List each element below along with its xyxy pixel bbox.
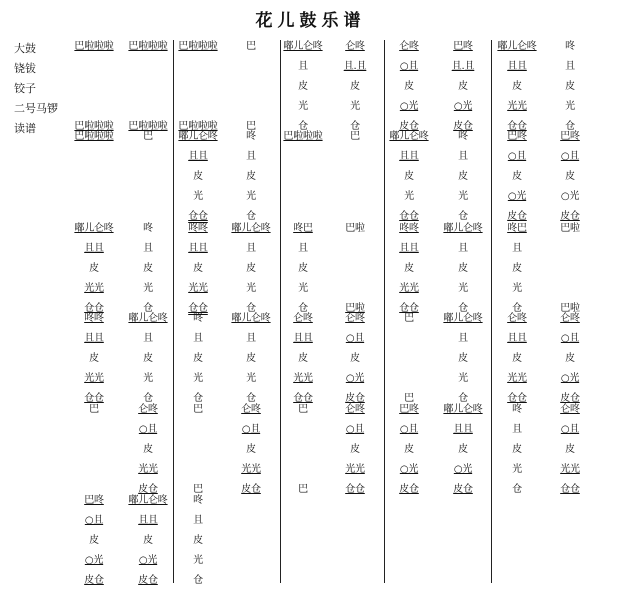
note-cell: 巴啦啦啦 (128, 121, 168, 132)
note-cell: 仓仓 (345, 484, 365, 495)
note-cell: 光 (143, 373, 153, 384)
note-cell: 皮仓 (560, 211, 580, 222)
note-cell: 光 (565, 101, 575, 112)
note-cell: 光光 (138, 464, 158, 475)
note-cell: 且且 (453, 424, 473, 435)
note-cell: 且且 (293, 333, 313, 344)
note-cell: 巴 (193, 404, 203, 415)
note-cell: 光光 (507, 101, 527, 112)
note-cell: 仓 (350, 121, 360, 132)
note-cell: 皮 (458, 81, 468, 92)
note-cell: ○光 (399, 101, 419, 112)
note-cell: 仓 (512, 484, 522, 495)
note-cell: 光光 (399, 283, 419, 294)
note-cell: 巴啦 (560, 223, 580, 234)
note-cell: 皮 (458, 444, 468, 455)
label-jiao-zi: 铰子 (14, 82, 36, 95)
note-cell: 仓 (143, 393, 153, 404)
note-cell: 仓 (193, 575, 203, 586)
note-cell: 皮 (565, 353, 575, 364)
note-cell: 仑咚 (345, 404, 365, 415)
note-cell: 皮仓 (399, 121, 419, 132)
page-title: 花儿鼓乐谱 (255, 11, 366, 31)
note-cell: 皮仓 (507, 211, 527, 222)
note-cell: 仓 (298, 121, 308, 132)
note-cell: 巴咚 (84, 495, 104, 506)
note-cell: 且 (193, 333, 203, 344)
note-cell: 皮 (512, 353, 522, 364)
note-cell: 嘟儿仑咚 (128, 313, 168, 324)
note-cell: 且且 (399, 243, 419, 254)
note-cell: 巴 (246, 41, 256, 52)
note-cell: 且 (458, 151, 468, 162)
note-cell: ○光 (138, 555, 158, 566)
note-cell: 且.且 (343, 61, 367, 72)
note-cell: 皮 (193, 353, 203, 364)
note-cell: 皮仓 (345, 393, 365, 404)
note-cell: 巴啦 (560, 303, 580, 314)
label-da-gu: 大鼓 (14, 42, 36, 55)
note-cell: 仓 (193, 393, 203, 404)
note-cell: 巴啦啦啦 (178, 41, 218, 52)
note-cell: ○且 (399, 424, 419, 435)
note-cell: 咚咚 (84, 313, 104, 324)
note-cell: 皮 (246, 444, 256, 455)
note-cell: ○且 (560, 424, 580, 435)
note-cell: 皮仓 (560, 393, 580, 404)
note-cell: 嘟儿仑咚 (389, 131, 429, 142)
note-cell: 皮 (246, 171, 256, 182)
note-cell: ○光 (453, 101, 473, 112)
note-cell: 皮 (143, 263, 153, 274)
note-cell: 咚 (458, 131, 468, 142)
note-cell: 仓仓 (560, 484, 580, 495)
note-cell: 嘟儿仑咚 (231, 223, 271, 234)
note-cell: 光 (246, 283, 256, 294)
note-cell: 嘟儿仑咚 (443, 404, 483, 415)
note-cell: 皮 (298, 263, 308, 274)
note-cell: 皮仓 (241, 484, 261, 495)
note-cell: 皮 (246, 263, 256, 274)
note-cell: ○且 (345, 424, 365, 435)
note-cell: 光 (458, 191, 468, 202)
note-cell: 咚 (193, 313, 203, 324)
note-cell: 皮仓 (84, 575, 104, 586)
note-cell: 光 (458, 283, 468, 294)
note-cell: 皮 (458, 263, 468, 274)
note-cell: 仑咚 (560, 313, 580, 324)
note-cell: 咚 (565, 41, 575, 52)
note-cell: 仑咚 (293, 313, 313, 324)
note-cell: 巴啦啦啦 (74, 121, 114, 132)
note-cell: 仓 (143, 303, 153, 314)
note-cell: 且且 (507, 61, 527, 72)
note-cell: ○且 (399, 61, 419, 72)
note-cell: 巴 (298, 404, 308, 415)
note-cell: 皮 (404, 171, 414, 182)
note-cell: 巴 (404, 313, 414, 324)
note-cell: ○且 (84, 515, 104, 526)
note-cell: 光 (193, 373, 203, 384)
note-cell: 光 (143, 283, 153, 294)
note-cell: 仓 (298, 303, 308, 314)
note-cell: ○且 (345, 333, 365, 344)
note-cell: 皮仓 (399, 484, 419, 495)
note-cell: 嘟儿仑咚 (128, 495, 168, 506)
note-cell: 皮 (298, 353, 308, 364)
note-cell: 光 (193, 191, 203, 202)
note-cell: 且且 (399, 151, 419, 162)
note-cell: 嘟儿仑咚 (443, 223, 483, 234)
note-cell: 皮 (143, 535, 153, 546)
note-cell: 仓仓 (84, 393, 104, 404)
note-cell: 光光 (507, 373, 527, 384)
note-cell: 仓 (246, 303, 256, 314)
note-cell: 且 (565, 61, 575, 72)
note-cell: 光光 (293, 373, 313, 384)
note-cell: 咚巴 (507, 223, 527, 234)
note-cell: 巴咚 (453, 41, 473, 52)
note-cell: 皮 (89, 263, 99, 274)
note-cell: 巴啦啦啦 (128, 41, 168, 52)
note-cell: 巴啦啦啦 (74, 41, 114, 52)
note-cell: 皮 (512, 444, 522, 455)
note-cell: 仑咚 (345, 41, 365, 52)
note-cell: 仓仓 (507, 121, 527, 132)
note-cell: 皮仓 (453, 121, 473, 132)
note-cell: 皮仓 (138, 575, 158, 586)
note-cell: 仓仓 (399, 303, 419, 314)
note-cell: 光光 (188, 283, 208, 294)
note-cell: 仓 (512, 303, 522, 314)
note-cell: 皮 (193, 535, 203, 546)
note-cell: 皮 (565, 81, 575, 92)
note-cell: ○光 (345, 373, 365, 384)
note-cell: 嘟儿仑咚 (231, 313, 271, 324)
note-cell: 皮仓 (453, 484, 473, 495)
note-cell: 皮 (512, 263, 522, 274)
note-cell: 嘟儿仑咚 (497, 41, 537, 52)
note-cell: 咚咚 (188, 223, 208, 234)
note-cell: 巴咚 (560, 131, 580, 142)
label-er-hao-ma-luo: 二号马锣 (14, 102, 58, 115)
note-cell: 皮 (458, 353, 468, 364)
note-cell: 且 (458, 243, 468, 254)
note-cell: 咚 (512, 404, 522, 415)
note-cell: 皮 (143, 353, 153, 364)
note-cell: 皮 (89, 535, 99, 546)
note-cell: 皮 (193, 263, 203, 274)
note-cell: 咚巴 (293, 223, 313, 234)
note-cell: 且且 (507, 333, 527, 344)
note-cell: 且且 (84, 333, 104, 344)
note-cell: 皮 (565, 171, 575, 182)
note-cell: 皮 (193, 171, 203, 182)
note-cell: ○光 (399, 464, 419, 475)
note-cell: 仑咚 (345, 313, 365, 324)
note-cell: 巴啦啦啦 (178, 121, 218, 132)
note-cell: 且且 (188, 243, 208, 254)
note-cell: 光光 (241, 464, 261, 475)
note-cell: 巴啦 (345, 223, 365, 234)
note-cell: 巴 (246, 121, 256, 132)
note-cell: 咚 (143, 223, 153, 234)
note-cell: 仓 (458, 393, 468, 404)
note-cell: 光 (512, 464, 522, 475)
label-du-pu: 读谱 (14, 122, 36, 135)
note-cell: 仑咚 (241, 404, 261, 415)
note-cell: 皮 (404, 263, 414, 274)
note-cell: 皮 (404, 81, 414, 92)
note-cell: 巴 (350, 131, 360, 142)
note-cell: 且 (512, 424, 522, 435)
note-cell: 光 (246, 373, 256, 384)
note-cell: ○且 (560, 151, 580, 162)
note-cell: 仓 (246, 211, 256, 222)
note-cell: ○且 (241, 424, 261, 435)
note-cell: 仓 (246, 393, 256, 404)
note-cell: 且 (246, 151, 256, 162)
note-cell: 嘟儿仑咚 (74, 223, 114, 234)
note-cell: 咚咚 (399, 223, 419, 234)
note-cell: ○光 (560, 373, 580, 384)
note-cell: 皮 (458, 171, 468, 182)
note-cell: 且且 (188, 151, 208, 162)
note-cell: 巴 (404, 393, 414, 404)
note-cell: 仓仓 (507, 393, 527, 404)
note-cell: 嘟儿仑咚 (443, 313, 483, 324)
note-cell: 皮 (565, 444, 575, 455)
note-cell: 巴咚 (399, 404, 419, 415)
note-cell: 且 (298, 61, 308, 72)
note-cell: ○光 (560, 191, 580, 202)
note-cell: 且 (143, 333, 153, 344)
note-cell: 仓 (458, 211, 468, 222)
note-cell: 仓 (565, 121, 575, 132)
note-cell: 仑咚 (138, 404, 158, 415)
note-cell: 仓仓 (399, 211, 419, 222)
note-cell: 光光 (84, 373, 104, 384)
note-cell: 光 (458, 373, 468, 384)
note-cell: 光 (350, 101, 360, 112)
note-cell: 光光 (345, 464, 365, 475)
note-cell: ○且 (507, 151, 527, 162)
note-cell: 皮 (298, 81, 308, 92)
note-cell: 且 (298, 243, 308, 254)
note-cell: 皮 (246, 353, 256, 364)
note-cell: 皮 (143, 444, 153, 455)
note-cell: 且且 (84, 243, 104, 254)
note-cell: 且 (458, 333, 468, 344)
note-cell: 皮 (350, 444, 360, 455)
note-cell: 巴 (89, 404, 99, 415)
note-cell: 且且 (138, 515, 158, 526)
note-cell: 且 (246, 333, 256, 344)
note-cell: ○光 (84, 555, 104, 566)
note-cell: 嘟儿仑咚 (178, 131, 218, 142)
note-cell: 皮 (350, 353, 360, 364)
note-cell: 皮 (512, 81, 522, 92)
note-cell: ○且 (560, 333, 580, 344)
note-cell: 皮 (512, 171, 522, 182)
note-cell: 仓仓 (84, 303, 104, 314)
note-cell: 仑咚 (507, 313, 527, 324)
label-nao-bo: 铙钹 (14, 62, 36, 75)
note-cell: 巴啦啦啦 (74, 131, 114, 142)
note-cell: 光光 (84, 283, 104, 294)
note-cell: 皮仓 (138, 484, 158, 495)
note-cell: 巴 (298, 484, 308, 495)
note-cell: 仑咚 (399, 41, 419, 52)
note-cell: 巴啦啦啦 (283, 131, 323, 142)
note-cell: 皮 (350, 81, 360, 92)
note-cell: 嘟儿仑咚 (283, 41, 323, 52)
note-cell: 巴咚 (507, 131, 527, 142)
note-cell: 光 (404, 191, 414, 202)
note-cell: 咚 (246, 131, 256, 142)
note-cell: ○光 (453, 464, 473, 475)
note-cell: 光光 (560, 464, 580, 475)
note-cell: 光 (193, 555, 203, 566)
note-cell: ○光 (507, 191, 527, 202)
note-cell: 光 (512, 283, 522, 294)
note-cell: 巴 (193, 484, 203, 495)
note-cell: 仓仓 (293, 393, 313, 404)
note-cell: 皮 (404, 444, 414, 455)
note-cell: 皮 (89, 353, 99, 364)
note-cell: 仑咚 (560, 404, 580, 415)
note-cell: 光 (246, 191, 256, 202)
note-cell: 仓仓 (188, 211, 208, 222)
note-cell: ○且 (138, 424, 158, 435)
note-cell: 巴 (143, 131, 153, 142)
note-cell: 光 (298, 101, 308, 112)
note-cell: 仓仓 (188, 303, 208, 314)
note-cell: 巴啦 (345, 303, 365, 314)
note-cell: 且 (512, 243, 522, 254)
note-cell: 且 (246, 243, 256, 254)
note-cell: 仓 (458, 303, 468, 314)
note-cell: 咚 (193, 495, 203, 506)
note-cell: 且 (143, 243, 153, 254)
note-cell: 且.且 (451, 61, 475, 72)
note-cell: 且 (193, 515, 203, 526)
note-cell: 光 (298, 283, 308, 294)
